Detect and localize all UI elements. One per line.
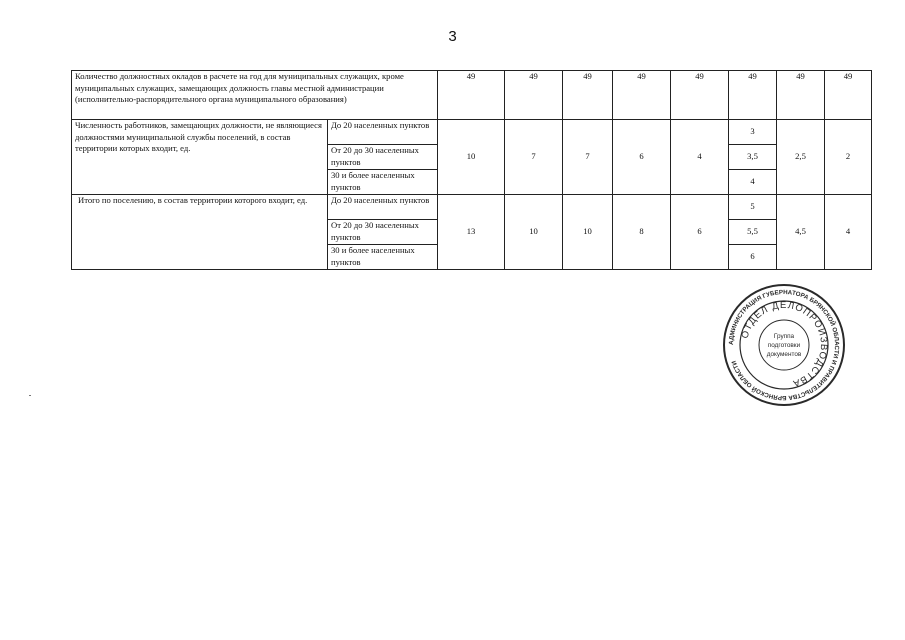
table-row [72, 195, 872, 220]
table-cell: 49 [825, 71, 872, 120]
table-cell: 10 [505, 195, 563, 270]
page-number: 3 [448, 28, 457, 45]
table-cell: 6 [729, 245, 777, 270]
table-cell: 7 [563, 120, 613, 195]
table-cell: 10 [563, 195, 613, 270]
stamp-department-text: ОТДЕЛ ДЕЛОПРОИЗВОДСТВА [739, 299, 830, 389]
table-cell: 2 [825, 120, 872, 195]
table-cell: 4,5 [777, 195, 825, 270]
table-cell: 49 [777, 71, 825, 120]
table-row [72, 71, 872, 120]
table-cell: 5,5 [729, 220, 777, 245]
scan-speck [29, 395, 31, 396]
table-cell: 49 [563, 71, 613, 120]
subrow-label: 30 и более населенных пунктов [328, 170, 438, 195]
table-row [72, 120, 872, 145]
table-cell: 3 [729, 120, 777, 145]
table-cell: 5 [729, 195, 777, 220]
table-cell: 8 [613, 195, 671, 270]
table-cell: 49 [505, 71, 563, 120]
table-cell: 10 [438, 120, 505, 195]
table-cell: 6 [613, 120, 671, 195]
table-cell: 49 [438, 71, 505, 120]
table-cell: 2,5 [777, 120, 825, 195]
table-cell: 3,5 [729, 145, 777, 170]
table-cell: 7 [505, 120, 563, 195]
table-cell: 4 [729, 170, 777, 195]
stamp-center-line: Группа [773, 333, 795, 340]
stamp-center-line: подготовки [767, 342, 801, 349]
subrow-label: До 20 населенных пунктов [328, 195, 438, 220]
data-table [71, 70, 872, 270]
official-stamp [722, 283, 846, 407]
table-cell: 13 [438, 195, 505, 270]
table-cell: 49 [671, 71, 729, 120]
table-cell: 6 [671, 195, 729, 270]
row-label: Численность работников, замещающих должности, не являющиеся должностями муниципальной службы поселений, в состав территории которых входит, ед. [72, 120, 328, 195]
table-cell: 4 [825, 195, 872, 270]
subrow-label: От 20 до 30 населенных пунктов [328, 220, 438, 245]
table-cell: 4 [671, 120, 729, 195]
table-cell: 49 [613, 71, 671, 120]
subrow-label: От 20 до 30 населенных пунктов [328, 145, 438, 170]
row-label: Количество должностных окладов в расчете на год для муниципальных служащих, кроме муниципальных служащих, замещающих должность главы местной администрации (исполнительно-распорядительного органа муниципального образования) [72, 71, 438, 120]
stamp-ring-text: АДМИНИСТРАЦИЯ ГУБЕРНАТОРА БРЯНСКОЙ ОБЛАСТИ И ПРАВИТЕЛЬСТВА БРЯНСКОЙ ОБЛАСТИ [727, 288, 841, 402]
stamp-center-line: документов [766, 351, 802, 358]
table-cell: 49 [729, 71, 777, 120]
row-label: Итого по поселению, в состав территории которого входит, ед. [72, 195, 328, 270]
subrow-label: 30 и более населенных пунктов [328, 245, 438, 270]
subrow-label: До 20 населенных пунктов [328, 120, 438, 145]
